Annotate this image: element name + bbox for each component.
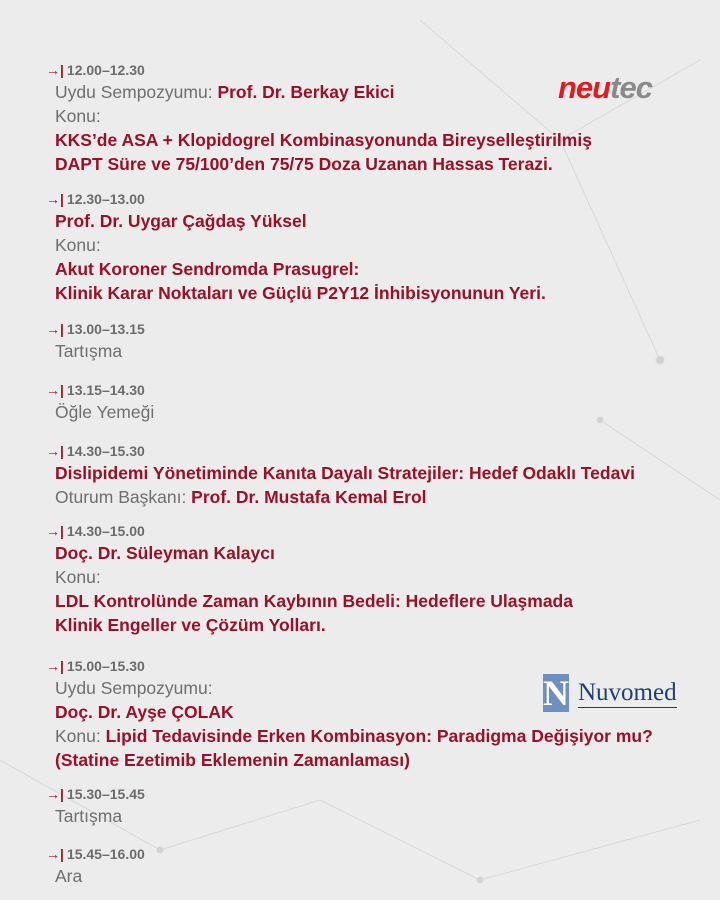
time-range: 15.30–15.45 xyxy=(66,786,145,802)
session-time xyxy=(46,319,145,339)
session-block xyxy=(46,441,635,509)
nuvomed-mark: N xyxy=(543,673,569,713)
session-line xyxy=(55,485,635,509)
highlight-text: Lipid Tedavisinde Erken Kombinasyon: Paradigma Değişiyor mu? xyxy=(105,726,653,746)
session-line xyxy=(55,541,573,565)
session-block xyxy=(46,784,145,828)
session-block xyxy=(46,844,145,888)
arrow-right-bar-icon: →| xyxy=(46,62,64,78)
label-text: Tartışma xyxy=(55,806,123,826)
session-time xyxy=(46,189,546,209)
time-range: 13.15–14.30 xyxy=(66,382,145,398)
time-range: 15.45–16.00 xyxy=(66,846,145,862)
session-line xyxy=(55,281,546,305)
label-text: Ara xyxy=(55,866,83,886)
session-line xyxy=(55,804,145,828)
highlight-text: Klinik Engeller ve Çözüm Yolları. xyxy=(55,615,326,635)
arrow-right-bar-icon: →| xyxy=(46,191,64,207)
highlight-text: Akut Koroner Sendromda Prasugrel: xyxy=(55,259,360,279)
session-time xyxy=(46,441,635,461)
time-range: 15.00–15.30 xyxy=(66,658,145,674)
highlight-text: (Statine Ezetimib Eklemenin Zamanlaması) xyxy=(55,750,410,770)
session-line xyxy=(55,613,573,637)
session-line xyxy=(55,233,546,257)
label-text: Konu: xyxy=(55,235,101,255)
highlight-text: Doç. Dr. Süleyman Kalaycı xyxy=(55,543,275,563)
session-block xyxy=(46,319,145,363)
time-range: 14.30–15.00 xyxy=(66,523,145,539)
arrow-right-bar-icon: →| xyxy=(46,786,64,802)
session-block xyxy=(46,380,154,424)
highlight-text: Doç. Dr. Ayşe ÇOLAK xyxy=(55,702,234,722)
session-line xyxy=(55,339,145,363)
session-time xyxy=(46,784,145,804)
highlight-text: Prof. Dr. Berkay Ekici xyxy=(217,82,395,102)
session-line xyxy=(55,257,546,281)
arrow-right-bar-icon: →| xyxy=(46,443,64,459)
session-line xyxy=(55,589,573,613)
arrow-right-bar-icon: →| xyxy=(46,658,64,674)
highlight-text: Prof. Dr. Uygar Çağdaş Yüksel xyxy=(55,211,307,231)
label-text: Konu: xyxy=(55,567,101,587)
highlight-text: Prof. Dr. Mustafa Kemal Erol xyxy=(191,487,427,507)
label-text: Tartışma xyxy=(55,341,123,361)
label-text: Uydu Sempozyumu: xyxy=(55,82,218,102)
label-text: Oturum Başkanı: xyxy=(55,487,192,507)
time-range: 13.00–13.15 xyxy=(66,321,145,337)
label-text: Öğle Yemeği xyxy=(55,402,155,422)
nuvomed-logo: N Nuvomed xyxy=(543,673,677,713)
time-range: 14.30–15.30 xyxy=(66,443,145,459)
session-line xyxy=(55,400,154,424)
time-range: 12.00–12.30 xyxy=(66,62,145,78)
label-text: Konu: xyxy=(55,726,106,746)
session-line xyxy=(55,209,546,233)
highlight-text: Dislipidemi Yönetiminde Kanıta Dayalı Stratejiler: Hedef Odaklı Tedavi xyxy=(55,463,635,483)
arrow-right-bar-icon: →| xyxy=(46,523,64,539)
session-block xyxy=(46,60,592,176)
session-time xyxy=(46,380,154,400)
arrow-right-bar-icon: →| xyxy=(46,382,64,398)
session-time xyxy=(46,844,145,864)
session-line xyxy=(55,461,635,485)
session-line xyxy=(55,152,592,176)
session-line xyxy=(55,128,592,152)
session-time xyxy=(46,521,573,541)
session-line xyxy=(55,864,145,888)
label-text: Uydu Sempozyumu: xyxy=(55,678,213,698)
session-line xyxy=(55,80,592,104)
highlight-text: DAPT Süre ve 75/100’den 75/75 Doza Uzanan Hassas Terazi. xyxy=(55,154,553,174)
session-block xyxy=(46,521,573,637)
arrow-right-bar-icon: →| xyxy=(46,846,64,862)
session-line xyxy=(55,724,653,748)
arrow-right-bar-icon: →| xyxy=(46,321,64,337)
session-line xyxy=(55,104,592,128)
time-range: 12.30–13.00 xyxy=(66,191,145,207)
session-line xyxy=(55,565,573,589)
highlight-text: KKS’de ASA + Klopidogrel Kombinasyonunda Bireyselleştirilmiş xyxy=(55,130,592,150)
neutec-logo: neutec xyxy=(558,70,652,105)
session-block xyxy=(46,189,546,305)
highlight-text: LDL Kontrolünde Zaman Kaybının Bedeli: Hedeflere Ulaşmada xyxy=(55,591,573,611)
session-line xyxy=(55,748,653,772)
highlight-text: Klinik Karar Noktaları ve Güçlü P2Y12 İnhibisyonunun Yeri. xyxy=(55,283,546,303)
session-time xyxy=(46,60,592,80)
label-text: Konu: xyxy=(55,106,101,126)
